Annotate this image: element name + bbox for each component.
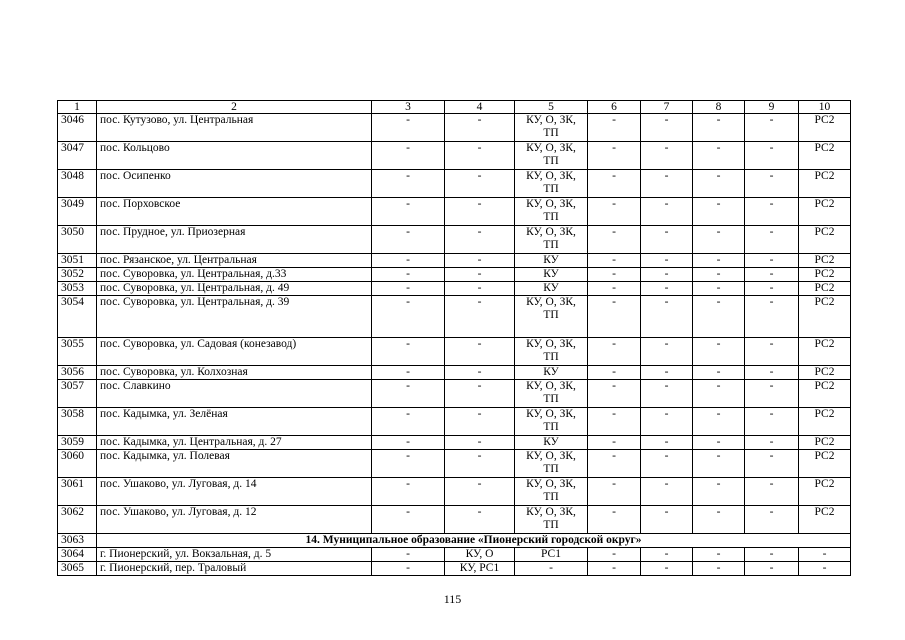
col-8-value: -	[693, 562, 745, 576]
header-cell-6: 6	[588, 101, 641, 114]
place-name: пос. Кадымка, ул. Центральная, д. 27	[97, 436, 372, 450]
row-number: 3058	[58, 408, 97, 436]
col-8-value: -	[693, 450, 745, 478]
col-5-value: КУ, О, ЗК, ТП	[515, 506, 588, 534]
col-4-value: -	[445, 170, 515, 198]
place-name: г. Пионерский, ул. Вокзальная, д. 5	[97, 548, 372, 562]
row-number: 3053	[58, 282, 97, 296]
col-3-value: -	[372, 478, 445, 506]
col-7-value: -	[641, 338, 693, 366]
col-7-value: -	[641, 562, 693, 576]
col-8-value: -	[693, 506, 745, 534]
table-row	[58, 338, 851, 366]
col-6-value: -	[588, 268, 641, 282]
col-10-value: РС2	[799, 114, 851, 142]
table-row	[58, 226, 851, 254]
place-name: пос. Суворовка, ул. Колхозная	[97, 366, 372, 380]
col-4-value: КУ, О	[445, 548, 515, 562]
header-cell-2: 2	[97, 101, 372, 114]
col-9-value: -	[745, 226, 799, 254]
col-9-value: -	[745, 268, 799, 282]
col-3-value: -	[372, 338, 445, 366]
col-3-value: -	[372, 562, 445, 576]
col-3-value: -	[372, 114, 445, 142]
col-7-value: -	[641, 506, 693, 534]
col-9-value: -	[745, 114, 799, 142]
col-4-value: -	[445, 436, 515, 450]
table-header-row	[58, 101, 851, 114]
col-8-value: -	[693, 114, 745, 142]
table-row	[58, 562, 851, 576]
col-9-value: -	[745, 296, 799, 338]
col-10-value: РС2	[799, 366, 851, 380]
col-5-value: КУ, О, ЗК, ТП	[515, 226, 588, 254]
col-8-value: -	[693, 408, 745, 436]
col-6-value: -	[588, 282, 641, 296]
col-7-value: -	[641, 478, 693, 506]
col-8-value: -	[693, 338, 745, 366]
header-cell-5: 5	[515, 101, 588, 114]
col-7-value: -	[641, 254, 693, 268]
col-4-value: -	[445, 450, 515, 478]
col-7-value: -	[641, 436, 693, 450]
row-number: 3048	[58, 170, 97, 198]
table-row	[58, 142, 851, 170]
col-4-value: -	[445, 114, 515, 142]
place-name: пос. Рязанское, ул. Центральная	[97, 254, 372, 268]
place-name: пос. Ушаково, ул. Луговая, д. 14	[97, 478, 372, 506]
col-6-value: -	[588, 198, 641, 226]
row-number: 3062	[58, 506, 97, 534]
col-6-value: -	[588, 142, 641, 170]
row-number: 3055	[58, 338, 97, 366]
col-7-value: -	[641, 226, 693, 254]
col-10-value: РС2	[799, 296, 851, 338]
col-6-value: -	[588, 170, 641, 198]
col-8-value: -	[693, 142, 745, 170]
table-row	[58, 282, 851, 296]
row-number: 3060	[58, 450, 97, 478]
col-10-value: РС2	[799, 254, 851, 268]
col-6-value: -	[588, 562, 641, 576]
col-10-value: РС2	[799, 226, 851, 254]
col-6-value: -	[588, 478, 641, 506]
col-5-value: КУ, О, ЗК, ТП	[515, 408, 588, 436]
col-9-value: -	[745, 478, 799, 506]
col-8-value: -	[693, 478, 745, 506]
col-5-value: КУ	[515, 282, 588, 296]
col-7-value: -	[641, 282, 693, 296]
col-8-value: -	[693, 380, 745, 408]
col-3-value: -	[372, 296, 445, 338]
col-5-value: КУ	[515, 436, 588, 450]
col-6-value: -	[588, 296, 641, 338]
table-row	[58, 506, 851, 534]
col-5-value: КУ, О, ЗК, ТП	[515, 170, 588, 198]
place-name: пос. Кольцово	[97, 142, 372, 170]
col-5-value: КУ, О, ЗК, ТП	[515, 296, 588, 338]
table-row	[58, 170, 851, 198]
row-number: 3052	[58, 268, 97, 282]
col-3-value: -	[372, 366, 445, 380]
col-4-value: -	[445, 268, 515, 282]
col-10-value: РС2	[799, 408, 851, 436]
col-9-value: -	[745, 450, 799, 478]
col-6-value: -	[588, 450, 641, 478]
col-3-value: -	[372, 282, 445, 296]
place-name: пос. Суворовка, ул. Центральная, д. 39	[97, 296, 372, 338]
col-6-value: -	[588, 254, 641, 268]
col-8-value: -	[693, 296, 745, 338]
section-row	[58, 534, 851, 548]
col-3-value: -	[372, 436, 445, 450]
col-7-value: -	[641, 114, 693, 142]
col-10-value: РС2	[799, 450, 851, 478]
col-4-value: -	[445, 254, 515, 268]
place-name: г. Пионерский, пер. Траловый	[97, 562, 372, 576]
col-6-value: -	[588, 338, 641, 366]
col-9-value: -	[745, 338, 799, 366]
col-7-value: -	[641, 548, 693, 562]
col-8-value: -	[693, 282, 745, 296]
header-cell-10: 10	[799, 101, 851, 114]
col-9-value: -	[745, 408, 799, 436]
col-4-value: -	[445, 478, 515, 506]
col-10-value: РС2	[799, 282, 851, 296]
col-8-value: -	[693, 170, 745, 198]
col-5-value: РС1	[515, 548, 588, 562]
header-cell-8: 8	[693, 101, 745, 114]
row-number: 3063	[58, 534, 97, 548]
col-6-value: -	[588, 380, 641, 408]
col-9-value: -	[745, 562, 799, 576]
col-4-value: -	[445, 198, 515, 226]
col-4-value: -	[445, 506, 515, 534]
col-9-value: -	[745, 506, 799, 534]
place-name: пос. Кадымка, ул. Полевая	[97, 450, 372, 478]
col-10-value: РС2	[799, 506, 851, 534]
col-3-value: -	[372, 254, 445, 268]
col-4-value: -	[445, 366, 515, 380]
col-5-value: КУ, О, ЗК, ТП	[515, 380, 588, 408]
col-9-value: -	[745, 380, 799, 408]
col-4-value: -	[445, 338, 515, 366]
header-cell-7: 7	[641, 101, 693, 114]
col-7-value: -	[641, 170, 693, 198]
col-9-value: -	[745, 170, 799, 198]
col-9-value: -	[745, 254, 799, 268]
row-number: 3054	[58, 296, 97, 338]
table-row	[58, 254, 851, 268]
col-3-value: -	[372, 142, 445, 170]
place-name: пос. Осипенко	[97, 170, 372, 198]
table-row	[58, 450, 851, 478]
col-10-value: РС2	[799, 338, 851, 366]
row-number: 3057	[58, 380, 97, 408]
col-7-value: -	[641, 198, 693, 226]
row-number: 3051	[58, 254, 97, 268]
col-4-value: -	[445, 282, 515, 296]
row-number: 3059	[58, 436, 97, 450]
place-name: пос. Суворовка, ул. Центральная, д.33	[97, 268, 372, 282]
col-4-value: -	[445, 408, 515, 436]
col-7-value: -	[641, 296, 693, 338]
col-10-value: РС2	[799, 170, 851, 198]
col-10-value: -	[799, 548, 851, 562]
col-5-value: КУ	[515, 268, 588, 282]
col-10-value: РС2	[799, 436, 851, 450]
place-name: пос. Порховское	[97, 198, 372, 226]
col-6-value: -	[588, 436, 641, 450]
col-4-value: -	[445, 380, 515, 408]
col-9-value: -	[745, 366, 799, 380]
place-name: пос. Кадымка, ул. Зелёная	[97, 408, 372, 436]
col-9-value: -	[745, 142, 799, 170]
place-name: пос. Суворовка, ул. Садовая (конезавод)	[97, 338, 372, 366]
col-10-value: РС2	[799, 142, 851, 170]
col-3-value: -	[372, 198, 445, 226]
page-number: 115	[443, 592, 462, 606]
col-9-value: -	[745, 548, 799, 562]
row-number: 3047	[58, 142, 97, 170]
col-7-value: -	[641, 408, 693, 436]
row-number: 3061	[58, 478, 97, 506]
col-6-value: -	[588, 548, 641, 562]
header-cell-1: 1	[58, 101, 97, 114]
col-4-value: -	[445, 142, 515, 170]
col-6-value: -	[588, 366, 641, 380]
table-row	[58, 198, 851, 226]
col-5-value: КУ, О, ЗК, ТП	[515, 478, 588, 506]
col-7-value: -	[641, 268, 693, 282]
table-row	[58, 408, 851, 436]
col-3-value: -	[372, 226, 445, 254]
col-5-value: КУ	[515, 254, 588, 268]
col-3-value: -	[372, 408, 445, 436]
col-9-value: -	[745, 436, 799, 450]
col-8-value: -	[693, 436, 745, 450]
col-5-value: -	[515, 562, 588, 576]
col-8-value: -	[693, 254, 745, 268]
row-number: 3046	[58, 114, 97, 142]
row-number: 3056	[58, 366, 97, 380]
col-9-value: -	[745, 198, 799, 226]
col-7-value: -	[641, 380, 693, 408]
table-row	[58, 296, 851, 338]
row-number: 3050	[58, 226, 97, 254]
col-4-value: -	[445, 226, 515, 254]
col-10-value: -	[799, 562, 851, 576]
col-3-value: -	[372, 450, 445, 478]
col-8-value: -	[693, 198, 745, 226]
col-5-value: КУ	[515, 366, 588, 380]
col-5-value: КУ, О, ЗК, ТП	[515, 338, 588, 366]
header-cell-3: 3	[372, 101, 445, 114]
header-cell-4: 4	[445, 101, 515, 114]
col-3-value: -	[372, 380, 445, 408]
col-8-value: -	[693, 366, 745, 380]
col-6-value: -	[588, 506, 641, 534]
table-row	[58, 548, 851, 562]
row-number: 3064	[58, 548, 97, 562]
col-10-value: РС2	[799, 198, 851, 226]
section-title: 14. Муниципальное образование «Пионерский городской округ»	[97, 534, 851, 548]
col-3-value: -	[372, 268, 445, 282]
table-row	[58, 436, 851, 450]
col-4-value: -	[445, 296, 515, 338]
table-row	[58, 268, 851, 282]
col-7-value: -	[641, 366, 693, 380]
col-5-value: КУ, О, ЗК, ТП	[515, 142, 588, 170]
col-7-value: -	[641, 142, 693, 170]
col-5-value: КУ, О, ЗК, ТП	[515, 198, 588, 226]
col-6-value: -	[588, 408, 641, 436]
table-row	[58, 478, 851, 506]
col-5-value: КУ, О, ЗК, ТП	[515, 114, 588, 142]
col-3-value: -	[372, 548, 445, 562]
place-name: пос. Славкино	[97, 380, 372, 408]
row-number: 3065	[58, 562, 97, 576]
place-name: пос. Прудное, ул. Приозерная	[97, 226, 372, 254]
col-8-value: -	[693, 548, 745, 562]
col-6-value: -	[588, 226, 641, 254]
col-10-value: РС2	[799, 478, 851, 506]
col-9-value: -	[745, 282, 799, 296]
document-table	[57, 100, 851, 576]
col-5-value: КУ, О, ЗК, ТП	[515, 450, 588, 478]
header-cell-9: 9	[745, 101, 799, 114]
place-name: пос. Кутузово, ул. Центральная	[97, 114, 372, 142]
table-row	[58, 380, 851, 408]
col-3-value: -	[372, 506, 445, 534]
col-10-value: РС2	[799, 380, 851, 408]
col-8-value: -	[693, 268, 745, 282]
col-8-value: -	[693, 226, 745, 254]
table-body	[58, 114, 851, 576]
place-name: пос. Суворовка, ул. Центральная, д. 49	[97, 282, 372, 296]
col-4-value: КУ, РС1	[445, 562, 515, 576]
col-7-value: -	[641, 450, 693, 478]
col-6-value: -	[588, 114, 641, 142]
table-row	[58, 114, 851, 142]
col-10-value: РС2	[799, 268, 851, 282]
col-3-value: -	[372, 170, 445, 198]
place-name: пос. Ушаково, ул. Луговая, д. 12	[97, 506, 372, 534]
row-number: 3049	[58, 198, 97, 226]
table-row	[58, 366, 851, 380]
